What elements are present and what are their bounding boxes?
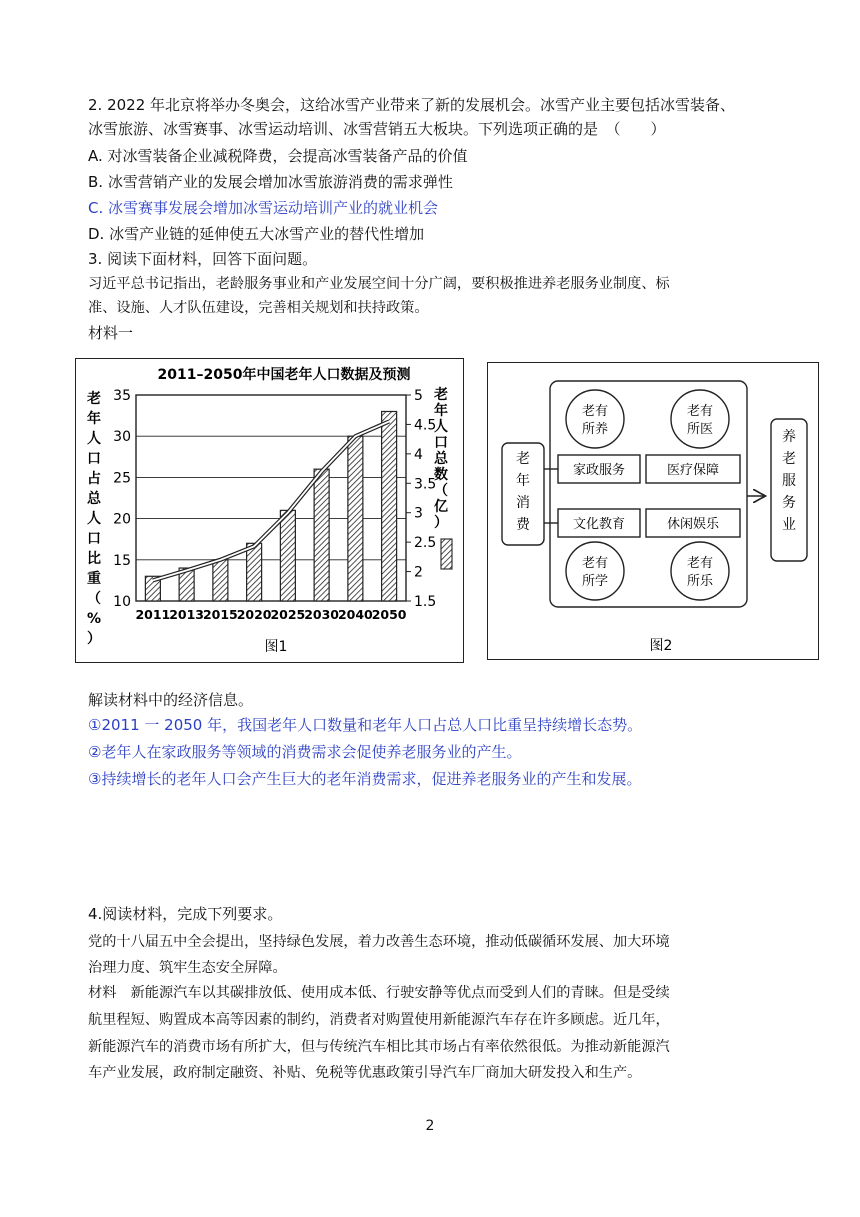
bar-2020	[247, 543, 262, 601]
q3-answer-1: ①2011 一 2050 年，我国老年人口数量和老年人口占总人口比重呈持续增长态势。	[88, 716, 643, 734]
circle-learning-label: 老有所学	[581, 556, 609, 589]
x-tick-label-2050: 2050	[371, 607, 407, 622]
q3-task: 解读材料中的经济信息。	[88, 691, 254, 709]
left-tick-label-0: 35	[113, 388, 131, 404]
chart-title: 2011–2050年中国老年人口数据及预测	[157, 367, 411, 383]
q3-answer-2: ②老年人在家政服务等领域的消费需求会促使养老服务业的产生。	[88, 743, 522, 761]
x-tick-label-2040: 2040	[337, 607, 373, 622]
circle-shelter	[566, 390, 624, 448]
q2-stem-line2: 冰雪旅游、冰雪赛事、冰雪运动培训、冰雪营销五大板块。下列选项正确的是 （ ）	[88, 120, 666, 138]
x-tick-label-2020: 2020	[236, 607, 272, 622]
bar-2030	[314, 469, 329, 601]
right-tick-label-1: 4.5	[414, 417, 437, 434]
q2-stem-line1: 2. 2022 年北京将举办冬奥会，这给冰雪产业带来了新的发展机会。冰雪产业主要包括冰雪装备、	[88, 96, 736, 114]
circle-medical-label: 老有所医	[686, 404, 714, 437]
q4-p2-line3: 新能源汽车的消费市场有所扩大，但与传统汽车相比其市场占有率依然很低。为推动新能源汽	[88, 1039, 670, 1055]
right-tick-label-5: 2.5	[414, 535, 437, 552]
circle-medical	[671, 390, 729, 448]
bar-2050	[382, 411, 397, 601]
q4-p2-line1: 材料 新能源汽车以其碳排放低、使用成本低、行驶安静等优点而受到人们的青睐。但是受续	[88, 985, 670, 1001]
q2-option-b: B. 冰雪营销产业的发展会增加冰雪旅游消费的需求弹性	[88, 173, 453, 191]
q2-option-c-answer: C. 冰雪赛事发展会增加冰雪运动培训产业的就业机会	[88, 199, 439, 217]
left-tick-label-4: 15	[113, 552, 131, 569]
q3-stem: 3. 阅读下面材料，回答下面问题。	[88, 250, 318, 268]
circle-leisure	[671, 542, 729, 600]
legend-bar-swatch	[441, 539, 452, 569]
left-tick-label-1: 30	[113, 429, 131, 446]
left-tick-label-2: 25	[113, 470, 131, 487]
q4-p1-line2: 治理力度、筑牢生态安全屏障。	[88, 960, 287, 976]
svg-text:老年人口占总人口比重（%）: 老年人口占总人口比重（%）	[86, 391, 102, 647]
q4-p1-line1: 党的十八届五中全会提出，坚持绿色发展，着力改善生态环境，推动低碳循环发展、加大环境	[88, 934, 670, 950]
chart-right-axis-label	[434, 386, 449, 531]
svg-text:老年人口总数（亿）: 老年人口总数（亿）	[434, 387, 448, 531]
page-number: 2	[425, 1118, 435, 1134]
q4-p2-line2: 航里程短、购置成本高等因素的制约，消费者对购置使用新能源汽车存在许多顾虑。近几年，	[88, 1012, 670, 1028]
figure-1-chart	[75, 358, 464, 663]
right-tick-label-3: 3.5	[414, 476, 437, 493]
chart-frame	[136, 395, 406, 601]
q2-option-a: A. 对冰雪装备企业减税降费，会提高冰雪装备产品的价值	[88, 147, 468, 165]
box-housekeeping-label: 家政服务	[572, 463, 626, 478]
q4-stem: 4.阅读材料，完成下列要求。	[88, 905, 283, 923]
q4-p2-line4: 车产业发展，政府制定融资、补贴、免税等优惠政策引导汽车厂商加大研发投入和生产。	[88, 1065, 642, 1081]
circle-shelter-label: 老有所养	[581, 404, 609, 437]
box-healthcare-label: 医疗保障	[666, 463, 720, 478]
circle-learning	[566, 542, 624, 600]
right-tick-label-2: 4	[414, 446, 423, 463]
bar-2025	[280, 510, 295, 601]
diagram-left-label: 老年消费	[516, 451, 530, 533]
chart-caption: 图1	[264, 639, 288, 655]
q3-material-label: 材料一	[88, 324, 134, 342]
circle-leisure-label: 老有所乐	[686, 556, 714, 589]
diagram-caption: 图2	[649, 638, 673, 654]
right-tick-label-7: 1.5	[414, 594, 437, 610]
figure-2-diagram	[487, 362, 819, 660]
diagram-svg	[488, 363, 818, 659]
x-tick-label-2013: 2013	[169, 607, 205, 622]
chart-plot-area	[113, 388, 452, 622]
right-tick-label-0: 5	[414, 388, 423, 404]
chart-svg	[76, 359, 463, 662]
x-tick-label-2030: 2030	[304, 607, 340, 622]
x-tick-label-2025: 2025	[270, 607, 306, 622]
q2-option-d: D. 冰雪产业链的延伸使五大冰雪产业的替代性增加	[88, 225, 425, 243]
q3-quote-line2: 准、设施、人才队伍建设，完善相关规划和扶持政策。	[88, 300, 429, 316]
x-tick-label-2011: 2011	[135, 607, 171, 622]
left-tick-label-3: 20	[113, 511, 131, 528]
box-entertainment-label: 休闲娱乐	[666, 517, 720, 532]
left-tick-label-5: 10	[113, 594, 131, 610]
x-tick-label-2015: 2015	[202, 607, 238, 622]
box-culture-education-label: 文化教育	[572, 517, 626, 532]
right-tick-label-4: 3	[414, 505, 423, 522]
q3-answer-3: ③持续增长的老年人口会产生巨大的老年消费需求，促进养老服务业的产生和发展。	[88, 770, 642, 788]
chart-left-axis-label	[87, 390, 102, 647]
bar-2015	[213, 560, 228, 601]
diagram-right-label: 养老服务业	[782, 429, 796, 533]
q3-quote-line1: 习近平总书记指出，老龄服务事业和产业发展空间十分广阔，要积极推进养老服务业制度、标	[88, 276, 670, 292]
right-tick-label-6: 2	[414, 564, 423, 581]
bar-2040	[348, 436, 363, 601]
